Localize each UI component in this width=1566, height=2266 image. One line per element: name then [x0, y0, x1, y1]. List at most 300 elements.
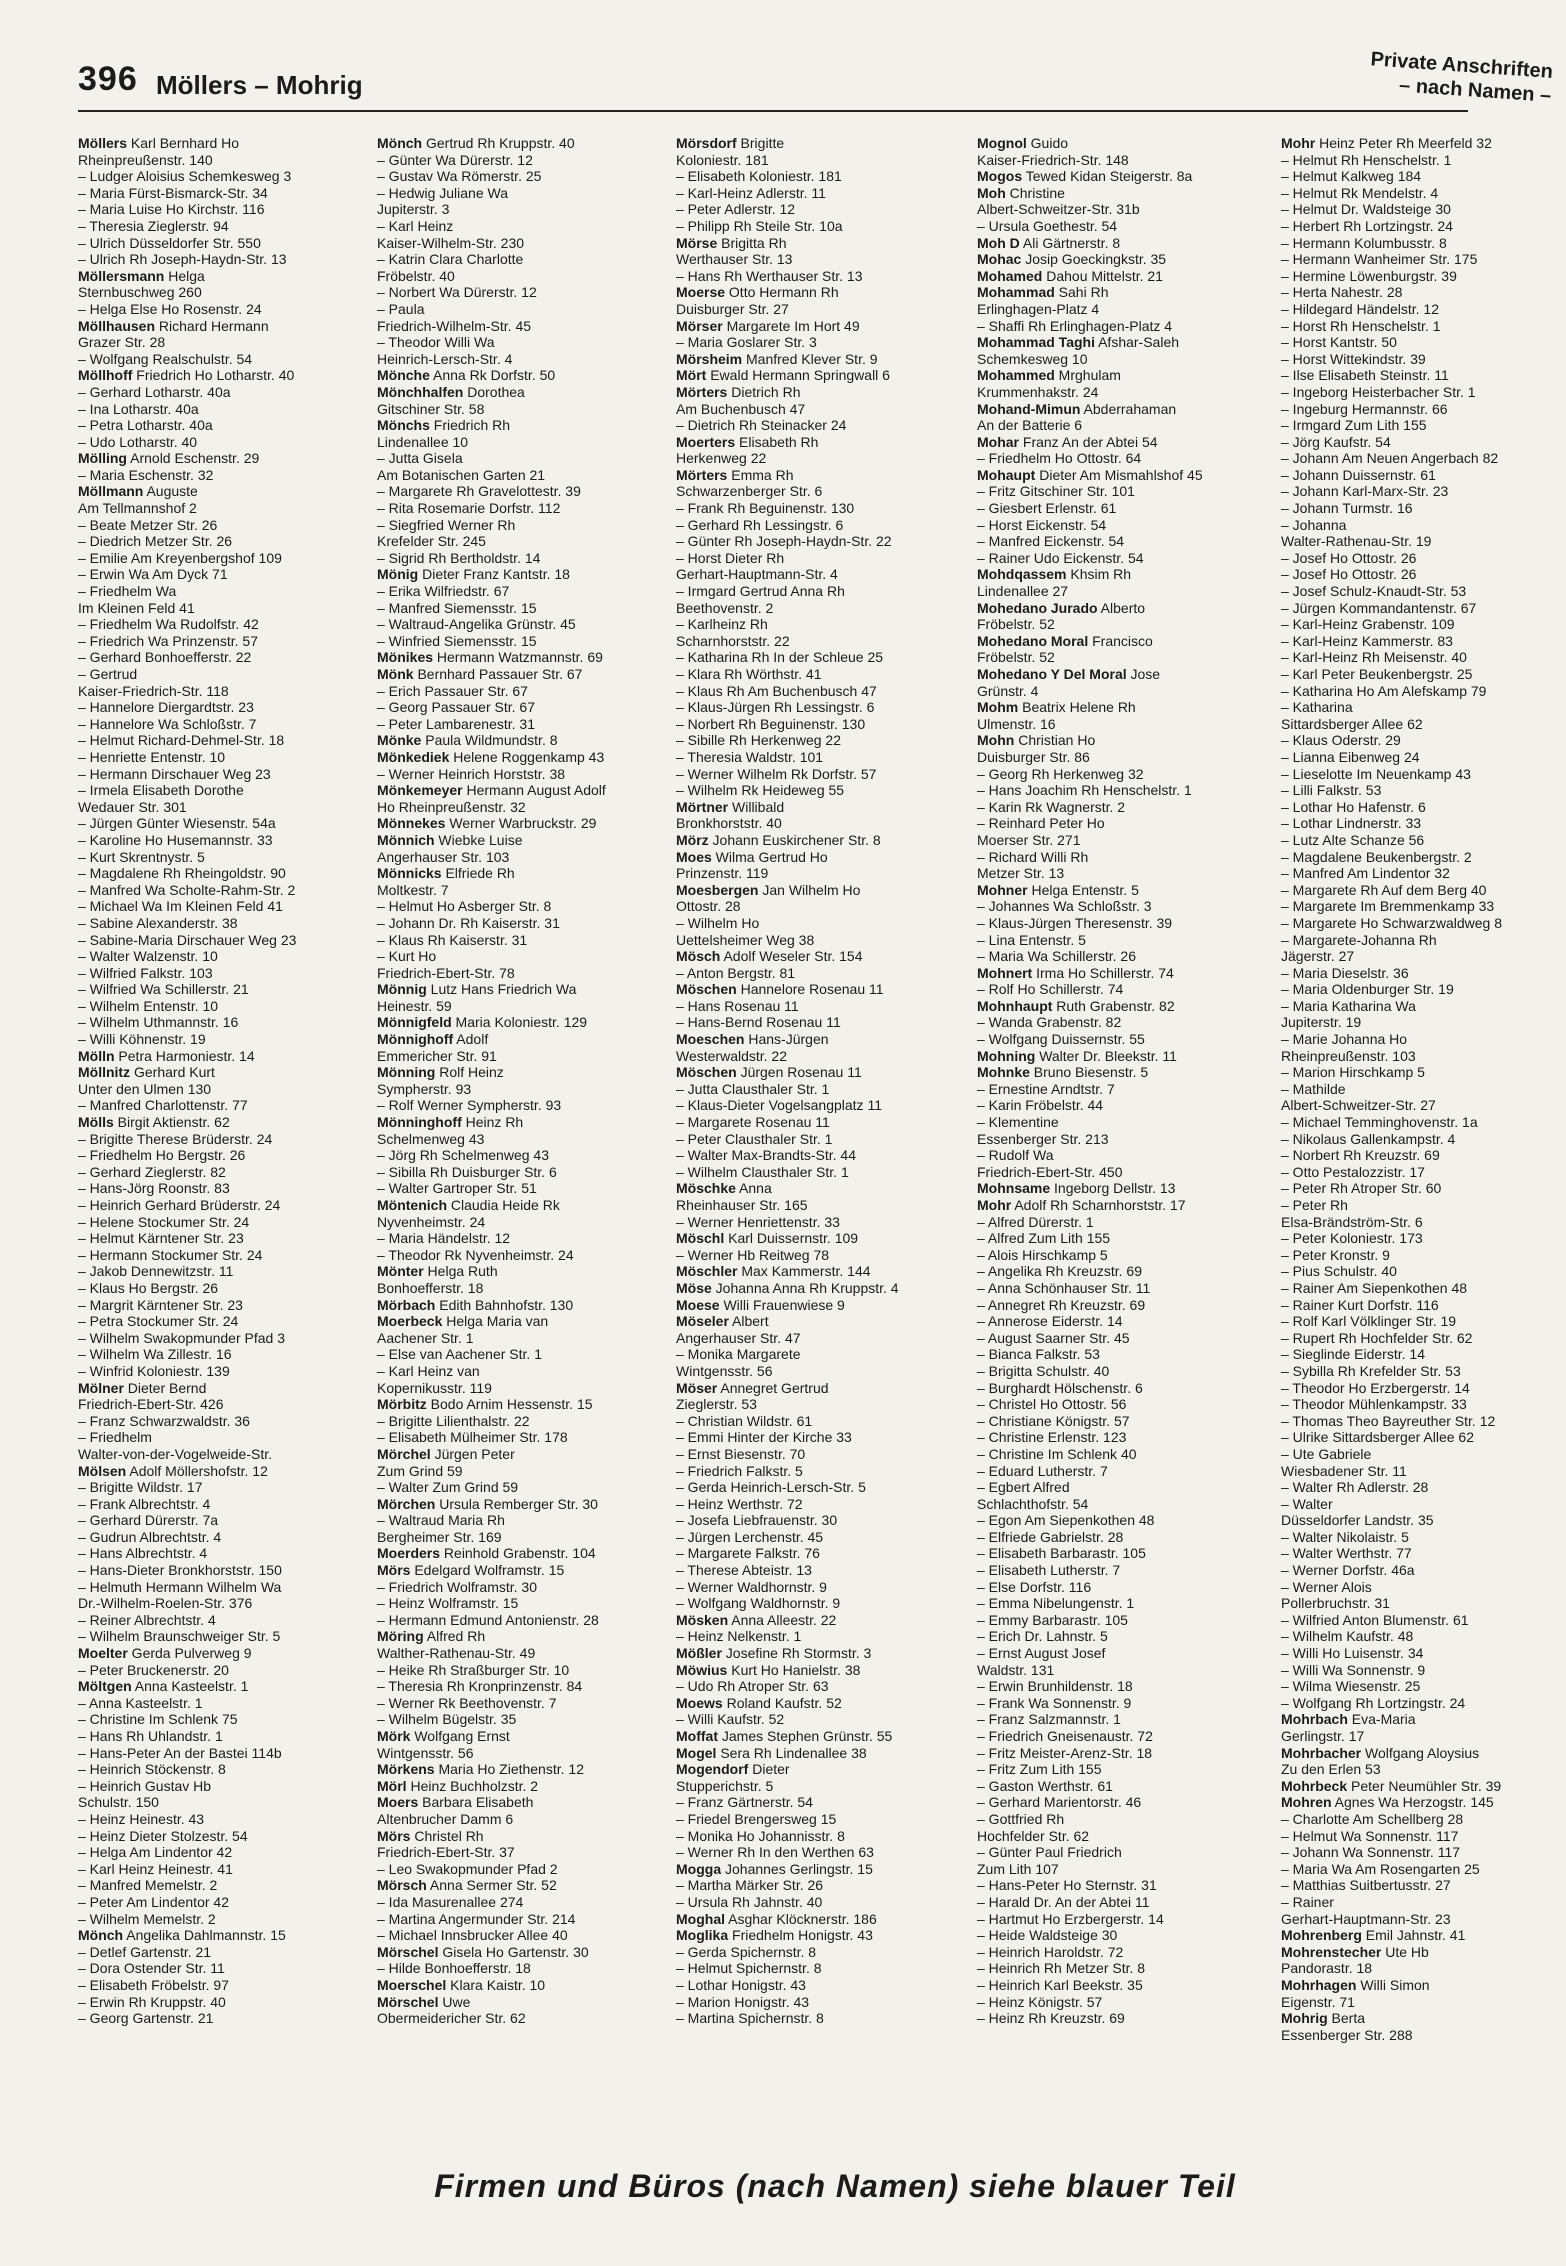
directory-entry	[377, 1728, 665, 1745]
entry-text: Obermeidericher Str. 62	[377, 2010, 526, 2027]
directory-entry	[377, 218, 665, 235]
entry-text: – Ernst August Josef	[977, 1645, 1106, 1662]
entry-text: – Hans-Peter Ho Sternstr. 31	[977, 1877, 1157, 1894]
entry-surname: Mönig	[377, 566, 419, 583]
directory-entry	[676, 517, 964, 534]
entry-text: – Walter Werthstr. 77	[1281, 1545, 1412, 1562]
directory-entry	[977, 1114, 1265, 1131]
directory-entry	[977, 1944, 1265, 1961]
entry-surname: Mohamed	[977, 267, 1043, 284]
entry-surname: Mößler	[676, 1645, 722, 1662]
directory-entry	[676, 600, 964, 617]
directory-entry	[977, 1429, 1265, 1446]
directory-entry	[977, 1645, 1265, 1662]
directory-entry	[1281, 434, 1561, 451]
directory-entry	[1281, 235, 1561, 252]
directory-entry	[377, 998, 665, 1015]
directory-entry	[676, 185, 964, 202]
directory-column-1	[78, 135, 366, 2027]
directory-entry	[78, 1579, 366, 1596]
entry-text: – Hans-Peter An der Bastei 114b	[78, 1744, 282, 1761]
entry-text: – Heinrich Gerhard Brüderstr. 24	[78, 1197, 281, 1213]
entry-text: – Ute Gabriele	[1281, 1445, 1372, 1462]
directory-entry	[1281, 1081, 1561, 1098]
directory-entry	[78, 268, 366, 285]
entry-surname: Moglika	[676, 1927, 729, 1944]
entry-text: Bonhoefferstr. 18	[377, 1279, 484, 1296]
entry-text: Bronkhorststr. 40	[676, 815, 782, 832]
directory-entry	[977, 1346, 1265, 1363]
directory-entry	[977, 1313, 1265, 1330]
directory-entry	[78, 1562, 366, 1579]
directory-entry	[377, 201, 665, 218]
entry-text: – Jutta Gisela	[377, 450, 463, 467]
entry-text: – Gaston Werthstr. 61	[977, 1777, 1113, 1794]
directory-entry	[676, 1496, 964, 1513]
directory-entry	[1281, 1877, 1561, 1894]
entry-text: Gerhart-Hauptmann-Str. 23	[1281, 1910, 1451, 1927]
entry-text: Stupperichstr. 5	[676, 1777, 774, 1794]
directory-entry	[977, 1081, 1265, 1098]
entry-text: Anna	[735, 1180, 772, 1197]
entry-text: – Elisabeth Barbarastr. 105	[977, 1545, 1146, 1562]
directory-entry	[676, 1828, 964, 1845]
entry-text: – Ingeburg Hermannstr. 66	[1281, 400, 1448, 417]
entry-text: – Maria Eschenstr. 32	[78, 466, 214, 483]
directory-entry	[977, 1180, 1265, 1197]
directory-entry	[78, 566, 366, 583]
entry-text: Anna Rk Dorfstr. 50	[429, 367, 556, 384]
entry-text: Maria Ho Ziethenstr. 12	[434, 1761, 584, 1778]
directory-entry	[1281, 815, 1561, 832]
entry-text: – Leo Swakopmunder Pfad 2	[377, 1860, 558, 1877]
directory-entry	[977, 1396, 1265, 1413]
entry-text: Kurt Ho Hanielstr. 38	[727, 1661, 861, 1678]
entry-text: – Josef Ho Ottostr. 26	[1281, 549, 1417, 566]
directory-entry	[1281, 1828, 1561, 1845]
entry-text: – Wolfgang Realschulstr. 54	[78, 350, 253, 367]
entry-text: Scharnhorststr. 22	[676, 632, 790, 649]
entry-text: – Maria Händelstr. 12	[377, 1230, 511, 1247]
entry-text: – Winfrid Koloniestr. 139	[78, 1362, 230, 1379]
entry-text: – Philipp Rh Steile Str. 10a	[676, 217, 843, 234]
entry-text: James Stephen Grünstr. 55	[718, 1728, 893, 1744]
entry-text: – Kurt Ho	[377, 948, 437, 965]
entry-text: – Friedhelm Ho Ottostr. 64	[977, 450, 1142, 467]
entry-text: – Bianca Falkstr. 53	[977, 1346, 1100, 1363]
entry-text: Barbara Elisabeth	[418, 1794, 534, 1811]
entry-text: Bruno Biesenstr. 5	[1029, 1064, 1149, 1081]
directory-entry	[78, 483, 366, 500]
entry-surname: Mönnig	[377, 981, 427, 998]
directory-entry	[377, 633, 665, 650]
directory-entry	[1281, 1396, 1561, 1413]
entry-surname: Mönk	[377, 666, 414, 682]
entry-text: Wiesbadener Str. 11	[1281, 1462, 1407, 1479]
entry-text: Bodo Arnim Hessenstr. 15	[426, 1396, 593, 1413]
directory-entry	[377, 1247, 665, 1264]
directory-entry	[78, 1097, 366, 1114]
entry-surname: Mönkemeyer	[377, 782, 463, 799]
directory-entry	[377, 517, 665, 534]
entry-text: – Helmut Kärntener Str. 23	[78, 1230, 244, 1247]
directory-entry	[676, 633, 964, 650]
entry-text: Heinz Buchholzstr. 2	[406, 1777, 539, 1794]
directory-entry	[78, 1844, 366, 1861]
entry-text: – Werner Henriettenstr. 33	[676, 1213, 840, 1230]
entry-surname: Mogendorf	[676, 1761, 749, 1778]
directory-entry	[977, 1761, 1265, 1778]
entry-text: Gertrud Rh Kruppstr. 40	[422, 135, 575, 151]
directory-entry	[676, 1628, 964, 1645]
entry-text: – Rudolf Wa	[977, 1147, 1054, 1164]
entry-text: Friedrich-Ebert-Str. 426	[78, 1396, 224, 1413]
directory-entry	[377, 600, 665, 617]
entry-surname: Mohammad	[977, 284, 1055, 301]
entry-text: Beethovenstr. 2	[676, 599, 774, 616]
entry-text: – Margarete Falkstr. 76	[676, 1545, 820, 1562]
directory-entry	[977, 1512, 1265, 1529]
entry-text: – Katrin Clara Charlotte	[377, 251, 524, 268]
directory-entry	[676, 401, 964, 418]
directory-entry	[78, 998, 366, 1015]
directory-entry	[977, 533, 1265, 550]
entry-text: Josefine Rh Stormstr. 3	[721, 1645, 872, 1662]
directory-entry	[1281, 367, 1561, 384]
directory-entry	[78, 1164, 366, 1181]
entry-text: – Katharina Ho Am Alefskamp 79	[1281, 682, 1487, 699]
entry-text: Claudia Heide Rk	[447, 1197, 560, 1213]
directory-entry	[377, 450, 665, 467]
directory-entry	[78, 633, 366, 650]
entry-surname: Möschl	[676, 1230, 725, 1247]
directory-entry	[676, 500, 964, 517]
directory-entry	[977, 583, 1265, 600]
entry-text: – Brigitte Therese Brüderstr. 24	[78, 1130, 273, 1147]
directory-entry	[377, 1463, 665, 1480]
directory-entry	[377, 799, 665, 816]
directory-entry	[377, 1911, 665, 1928]
directory-entry	[78, 1512, 366, 1529]
directory-entry	[1281, 351, 1561, 368]
entry-text: – Paula	[377, 300, 425, 317]
entry-text: Hermann August Adolf	[462, 782, 606, 799]
directory-entry	[1281, 1662, 1561, 1679]
entry-text: – Erwin Wa Am Dyck 71	[78, 566, 228, 583]
directory-entry	[977, 1297, 1265, 1314]
directory-entry	[977, 1960, 1265, 1977]
directory-entry	[977, 865, 1265, 882]
directory-entry	[377, 467, 665, 484]
entry-surname: Moers	[377, 1794, 419, 1811]
directory-entry	[977, 467, 1265, 484]
entry-surname: Mohrbach	[1281, 1711, 1348, 1728]
directory-entry	[977, 716, 1265, 733]
directory-entry	[78, 1927, 366, 1944]
directory-entry	[1281, 384, 1561, 401]
entry-text: – Theresia Zieglerstr. 94	[78, 217, 229, 234]
directory-entry	[676, 1927, 964, 1944]
entry-surname: Moerters	[676, 433, 736, 450]
entry-surname: Möschen	[676, 981, 737, 998]
directory-entry	[676, 1463, 964, 1480]
directory-entry	[78, 1529, 366, 1546]
entry-text: Anna Alleestr. 22	[728, 1611, 837, 1628]
entry-text: – Hermann Kolumbusstr. 8	[1281, 234, 1447, 251]
entry-text: Berta	[1327, 2010, 1366, 2027]
directory-entry	[377, 1180, 665, 1197]
entry-text: – Wilfried Falkstr. 103	[78, 964, 213, 981]
directory-entry	[78, 1778, 366, 1795]
directory-entry	[676, 1678, 964, 1695]
directory-entry	[977, 981, 1265, 998]
directory-entry	[977, 1031, 1265, 1048]
entry-text: – Erwin Brunhildenstr. 18	[977, 1678, 1133, 1695]
entry-text: – Johann Karl-Marx-Str. 23	[1281, 483, 1449, 500]
entry-text: Friedrich-Ebert-Str. 37	[377, 1844, 515, 1861]
directory-entry	[977, 1745, 1265, 1762]
entry-text: Rheinhauser Str. 165	[676, 1197, 808, 1213]
entry-text: – Peter Adlerstr. 12	[676, 201, 796, 218]
entry-text: Annegret Gertrud	[717, 1379, 829, 1396]
entry-text: – Herbert Rh Lortzingstr. 24	[1281, 217, 1453, 234]
directory-entry	[1281, 1695, 1561, 1712]
entry-text: Wintgensstr. 56	[676, 1362, 773, 1379]
directory-entry	[676, 1794, 964, 1811]
entry-surname: Mohedano Y Del Moral	[977, 666, 1127, 682]
directory-entry	[377, 1994, 665, 2011]
directory-entry	[1281, 1463, 1561, 1480]
page-number: 396	[78, 60, 138, 98]
entry-text: – Hildegard Händelstr. 12	[1281, 300, 1439, 317]
directory-entry	[1281, 401, 1561, 418]
directory-entry	[977, 1230, 1265, 1247]
entry-text: Johann Euskirchener Str. 8	[708, 831, 881, 848]
directory-entry	[377, 666, 665, 683]
entry-surname: Mörsch	[377, 1877, 427, 1894]
directory-entry	[78, 401, 366, 418]
entry-text: Ulmenstr. 16	[977, 715, 1056, 732]
directory-entry	[676, 434, 964, 451]
entry-surname: Mohrbacher	[1281, 1744, 1362, 1761]
directory-entry	[676, 1844, 964, 1861]
directory-entry	[1281, 782, 1561, 799]
entry-text: – Helmut Spichernstr. 8	[676, 1960, 822, 1977]
directory-entry	[977, 268, 1265, 285]
directory-entry	[676, 732, 964, 749]
directory-entry	[977, 1977, 1265, 1994]
entry-text: – Irmgard Gertrud Anna Rh	[676, 583, 845, 600]
entry-text: – Friedrich Falkstr. 5	[676, 1462, 803, 1479]
entry-text: Uettelsheimer Weg 38	[676, 931, 815, 948]
directory-entry	[977, 284, 1265, 301]
directory-entry	[977, 1330, 1265, 1347]
directory-entry	[676, 1014, 964, 1031]
directory-entry	[676, 1363, 964, 1380]
entry-text: – Walter Rh Adlerstr. 28	[1281, 1479, 1429, 1496]
entry-text: – Angelika Rh Kreuzstr. 69	[977, 1263, 1142, 1280]
directory-entry	[977, 235, 1265, 252]
entry-text: Alberto	[1097, 599, 1146, 616]
entry-surname: Mörs	[377, 1562, 411, 1579]
directory-entry	[676, 898, 964, 915]
entry-text: – Heinz Nelkenstr. 1	[676, 1628, 802, 1645]
directory-entry	[977, 1197, 1265, 1214]
entry-text: – Christian Wildstr. 61	[676, 1412, 813, 1429]
directory-entry	[1281, 500, 1561, 517]
entry-text: Mrghulam	[1054, 367, 1121, 384]
entry-text: – Udo Lotharstr. 40	[78, 433, 198, 450]
entry-text: Rheinpreußenstr. 140	[78, 151, 213, 168]
entry-text: – Theodor Ho Erzbergerstr. 14	[1281, 1379, 1470, 1396]
entry-text: – Dietrich Rh Steinacker 24	[676, 417, 847, 434]
entry-text: – Wilhelm Rk Heideweg 55	[676, 782, 845, 799]
entry-text: – Therese Abteistr. 13	[676, 1562, 812, 1579]
entry-text: Pandorastr. 18	[1281, 1960, 1373, 1977]
directory-entry	[377, 1595, 665, 1612]
directory-entry	[676, 1911, 964, 1928]
entry-text: Auguste	[143, 483, 198, 500]
directory-entry	[78, 666, 366, 683]
entry-text: – Günter Wa Dürerstr. 12	[377, 151, 533, 168]
directory-entry	[377, 1927, 665, 1944]
directory-entry	[676, 998, 964, 1015]
directory-entry	[676, 1247, 964, 1264]
directory-entry	[78, 1031, 366, 1048]
entry-text: – Karl-Heinz Kammerstr. 83	[1281, 632, 1453, 649]
entry-text: Khsim Rh	[1066, 566, 1132, 583]
directory-entry	[1281, 201, 1561, 218]
directory-entry	[1281, 135, 1561, 152]
entry-text: Christine	[1005, 184, 1065, 201]
entry-text: Bergheimer Str. 169	[377, 1528, 502, 1545]
directory-entry	[1281, 1247, 1561, 1264]
entry-text: – Emilie Am Kreyenbergshof 109	[78, 549, 282, 566]
directory-entry	[676, 965, 964, 982]
entry-text: Manfred Klever Str. 9	[742, 350, 878, 367]
directory-column-3	[676, 135, 964, 2027]
directory-entry	[377, 2010, 665, 2027]
section-heading-line-2: – nach Namen –	[1398, 74, 1553, 107]
directory-entry	[377, 1147, 665, 1164]
directory-entry	[1281, 1180, 1561, 1197]
directory-entry	[377, 1579, 665, 1596]
entry-text: – Detlef Gartenstr. 21	[78, 1943, 212, 1960]
entry-surname: Mogga	[676, 1860, 722, 1877]
entry-text: – Rolf Werner Sympherstr. 93	[377, 1097, 562, 1114]
directory-entry	[676, 1164, 964, 1181]
directory-entry	[676, 716, 964, 733]
directory-entry	[78, 1794, 366, 1811]
entry-surname: Moerders	[377, 1545, 441, 1562]
directory-entry	[676, 766, 964, 783]
entry-text: – Helga Else Ho Rosenstr. 24	[78, 300, 262, 317]
entry-text: Schlachthofstr. 54	[977, 1495, 1089, 1512]
entry-text: – Hannelore Diergardtstr. 23	[78, 699, 254, 716]
directory-entry	[977, 301, 1265, 318]
directory-entry	[377, 732, 665, 749]
entry-text: – Werner Alois	[1281, 1578, 1372, 1595]
entry-text: – Manfred Siemensstr. 15	[377, 599, 537, 616]
entry-text: – Walter Max-Brandts-Str. 44	[676, 1147, 856, 1164]
directory-entry	[377, 251, 665, 268]
entry-text: – Karl Heinz van	[377, 1362, 480, 1379]
entry-text: – Martina Angermunder Str. 214	[377, 1910, 576, 1927]
entry-text: – Egbert Alfred	[977, 1479, 1070, 1496]
directory-entry	[977, 1147, 1265, 1164]
entry-text: – Ulrike Sittardsberger Allee 62	[1281, 1429, 1474, 1446]
directory-entry	[1281, 1446, 1561, 1463]
entry-text: Emil Jahnstr. 41	[1361, 1927, 1466, 1944]
entry-text: – Hans-Jörg Roonstr. 83	[78, 1180, 230, 1197]
entry-text: – Marie Johanna Ho	[1281, 1031, 1408, 1048]
directory-entry	[1281, 1844, 1561, 1861]
directory-entry	[78, 981, 366, 998]
entry-text: – Christine Im Schlenk 40	[977, 1445, 1137, 1462]
directory-entry	[977, 351, 1265, 368]
directory-entry	[676, 1728, 964, 1745]
entry-text: – Lutz Alte Schanze 56	[1281, 831, 1425, 848]
entry-text: Josip Goeckingkstr. 35	[1021, 251, 1167, 268]
directory-entry	[377, 566, 665, 583]
directory-entry	[676, 1662, 964, 1679]
directory-entry	[1281, 1330, 1561, 1347]
entry-text: Wedauer Str. 301	[78, 798, 187, 815]
entry-text: Anna Sermer Str. 52	[426, 1877, 557, 1894]
directory-entry	[977, 1529, 1265, 1546]
directory-entry	[1281, 450, 1561, 467]
entry-surname: Mörs	[377, 1827, 411, 1844]
entry-surname: Mönke	[377, 732, 422, 749]
directory-entry	[676, 1778, 964, 1795]
entry-text: – Georg Passauer Str. 67	[377, 699, 535, 716]
entry-surname: Mönning	[377, 1064, 436, 1081]
directory-entry	[1281, 1214, 1561, 1231]
directory-entry	[377, 1429, 665, 1446]
directory-entry	[676, 1330, 964, 1347]
directory-entry	[676, 1097, 964, 1114]
entry-text: – Klaus-Jürgen Theresenstr. 39	[977, 914, 1173, 931]
directory-entry	[377, 351, 665, 368]
entry-text: Guido	[1026, 135, 1069, 151]
directory-entry	[977, 1994, 1265, 2011]
entry-text: Dorothea	[463, 383, 525, 400]
entry-surname: Möllmann	[78, 483, 144, 500]
entry-text: Düsseldorfer Landstr. 35	[1281, 1512, 1434, 1529]
entry-text: – Rainer	[1281, 1893, 1334, 1910]
entry-text: – Waltraud Maria Rh	[377, 1512, 505, 1529]
entry-text: – Katharina	[1281, 699, 1353, 716]
entry-text: – Ernestine Arndtstr. 7	[977, 1080, 1115, 1097]
directory-entry	[377, 699, 665, 716]
entry-text: Emma Rh	[727, 466, 794, 483]
entry-text: – Peter Kronstr. 9	[1281, 1246, 1390, 1263]
directory-entry	[377, 434, 665, 451]
entry-text: – Wilfried Wa Schillerstr. 21	[78, 981, 249, 998]
entry-text: – Irmela Elisabeth Dorothe	[78, 782, 244, 799]
directory-entry	[377, 1811, 665, 1828]
entry-text: Helene Roggenkamp 43	[449, 748, 605, 765]
entry-text: Herkenweg 22	[676, 450, 767, 467]
entry-text: Jan Wilhelm Ho	[758, 881, 861, 898]
entry-surname: Mörz	[676, 831, 709, 848]
directory-entry	[977, 1496, 1265, 1513]
entry-text: – Lianna Eibenweg 24	[1281, 748, 1420, 765]
directory-entry	[377, 716, 665, 733]
entry-text: – Margarete Rh Gravelottestr. 39	[377, 483, 581, 500]
entry-text: – Margarete Im Bremmenkamp 33	[1281, 898, 1495, 915]
entry-surname: Moerbeck	[377, 1313, 443, 1330]
